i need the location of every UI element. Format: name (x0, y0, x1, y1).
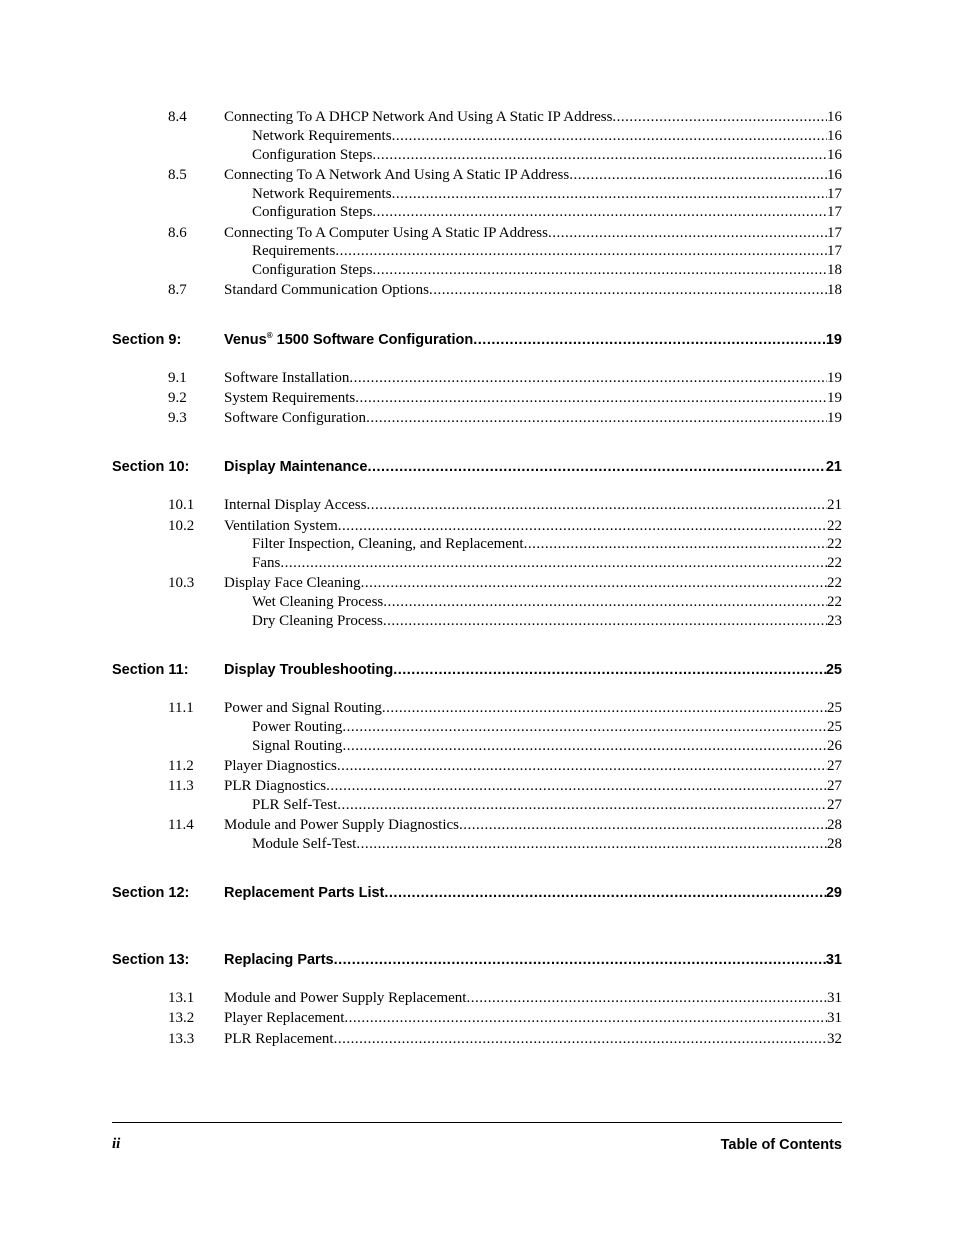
entry-title[interactable]: Fans (252, 555, 281, 571)
dot-leader (342, 717, 827, 737)
entry-title[interactable]: Software Installation (224, 370, 350, 386)
dot-leader (393, 660, 826, 680)
toc-entry[interactable] (0, 495, 954, 515)
toc-subentry[interactable] (0, 795, 954, 815)
entry-number: 13.3 (168, 1031, 195, 1047)
dot-leader (366, 495, 827, 515)
entry-title[interactable]: PLR Replacement (224, 1031, 334, 1047)
dot-leader (383, 592, 827, 612)
entry-title[interactable]: Wet Cleaning Process (252, 594, 384, 610)
entry-page: 25 (827, 700, 842, 716)
toc-entry[interactable] (0, 107, 954, 127)
entry-number: 10.2 (168, 518, 195, 534)
toc-subentry[interactable] (0, 553, 954, 573)
entry-page: 26 (827, 738, 842, 754)
section-title[interactable]: Replacing Parts (224, 952, 334, 968)
dot-leader (334, 1029, 827, 1049)
entry-title[interactable]: Dry Cleaning Process (252, 613, 383, 629)
dot-leader (384, 883, 825, 903)
section-page: 21 (825, 459, 842, 475)
entry-page: 22 (827, 594, 842, 610)
entry-title[interactable]: Network Requirements (252, 128, 392, 144)
entry-title[interactable]: Module and Power Supply Diagnostics (224, 817, 459, 833)
toc-subentry[interactable] (0, 202, 954, 222)
toc-entry[interactable] (0, 388, 954, 408)
entry-number: 10.3 (168, 575, 195, 591)
dot-leader (392, 184, 827, 204)
dot-leader (372, 145, 827, 165)
entry-title[interactable]: PLR Self-Test (252, 797, 338, 813)
entry-title[interactable]: Display Face Cleaning (224, 575, 361, 591)
dot-leader (392, 126, 827, 146)
toc-entry[interactable] (0, 223, 954, 243)
toc-section[interactable] (0, 950, 954, 970)
entry-page: 21 (827, 497, 842, 513)
registered-mark: ® (266, 331, 273, 341)
footer-page-number: ii (112, 1136, 121, 1152)
entry-title[interactable]: Signal Routing (252, 738, 343, 754)
toc-section[interactable] (0, 330, 954, 350)
toc-subentry[interactable] (0, 834, 954, 854)
entry-page: 16 (827, 128, 842, 144)
entry-title[interactable]: Configuration Steps (252, 204, 373, 220)
dot-leader (361, 573, 827, 593)
entry-page: 28 (827, 817, 842, 833)
entry-number: 11.4 (168, 817, 194, 833)
toc-subentry[interactable] (0, 145, 954, 165)
entry-number: 8.5 (168, 167, 187, 183)
entry-title[interactable]: Filter Inspection, Cleaning, and Replacement (252, 536, 524, 552)
entry-title[interactable]: Configuration Steps (252, 147, 373, 163)
toc-entry[interactable] (0, 815, 954, 835)
section-label: Section 11: (112, 662, 189, 678)
section-title[interactable]: Display Maintenance (224, 459, 368, 475)
entry-page: 17 (827, 225, 842, 241)
entry-title[interactable]: Network Requirements (252, 186, 392, 202)
entry-title[interactable]: Power Routing (252, 719, 343, 735)
section-label: Section 12: (112, 885, 190, 901)
entry-page: 28 (827, 836, 842, 852)
section-page: 29 (825, 885, 842, 901)
dot-leader (334, 950, 826, 970)
toc-entry[interactable] (0, 698, 954, 718)
entry-title[interactable]: Connecting To A Network And Using A Static IP Address (224, 167, 570, 183)
entry-page: 16 (827, 167, 842, 183)
footer-divider (112, 1122, 842, 1123)
entry-title[interactable]: PLR Diagnostics (224, 778, 327, 794)
toc-entry[interactable] (0, 165, 954, 185)
entry-page: 16 (827, 147, 842, 163)
dot-leader (612, 107, 827, 127)
toc-section[interactable] (0, 457, 954, 477)
entry-title[interactable]: Player Replacement (224, 1010, 345, 1026)
section-title-brand: Venus (224, 332, 267, 348)
entry-page: 22 (827, 518, 842, 534)
dot-leader (367, 457, 825, 477)
dot-leader (326, 776, 827, 796)
toc-entry[interactable] (0, 1008, 954, 1028)
entry-page: 25 (827, 719, 842, 735)
entry-page: 27 (827, 758, 842, 774)
entry-number: 11.1 (168, 700, 194, 716)
section-title[interactable]: Display Troubleshooting (224, 662, 394, 678)
toc-subentry[interactable] (0, 717, 954, 737)
section-page: 31 (825, 952, 842, 968)
entry-page: 22 (827, 536, 842, 552)
dot-leader (383, 611, 827, 631)
dot-leader (280, 553, 827, 573)
entry-number: 10.1 (168, 497, 195, 513)
entry-number: 13.2 (168, 1010, 195, 1026)
dot-leader (524, 534, 827, 554)
section-title[interactable]: Replacement Parts List (224, 885, 385, 901)
dot-leader (372, 260, 827, 280)
dot-leader (355, 388, 827, 408)
toc-section[interactable] (0, 883, 954, 903)
entry-page: 17 (827, 186, 842, 202)
toc-entry[interactable] (0, 516, 954, 536)
entry-page: 19 (827, 370, 842, 386)
entry-number: 11.2 (168, 758, 194, 774)
entry-title[interactable]: System Requirements (224, 390, 356, 406)
toc-entry[interactable] (0, 776, 954, 796)
toc-subentry[interactable] (0, 592, 954, 612)
toc-entry[interactable] (0, 988, 954, 1008)
dot-leader (356, 834, 827, 854)
entry-page: 22 (827, 575, 842, 591)
dot-leader (366, 408, 827, 428)
entry-page: 27 (827, 797, 842, 813)
toc-entry[interactable] (0, 280, 954, 300)
entry-number: 11.3 (168, 778, 194, 794)
entry-title[interactable]: Connecting To A Computer Using A Static IP Address (224, 225, 548, 241)
entry-number: 8.7 (168, 282, 187, 298)
section-label: Section 13: (112, 952, 190, 968)
toc-subentry[interactable] (0, 184, 954, 204)
entry-title[interactable]: Module Self-Test (252, 836, 357, 852)
dot-leader (335, 241, 827, 261)
entry-page: 19 (827, 410, 842, 426)
dot-leader (459, 815, 827, 835)
entry-number: 9.2 (168, 390, 187, 406)
dot-leader (473, 330, 826, 350)
entry-number: 13.1 (168, 990, 195, 1006)
entry-number: 8.6 (168, 225, 187, 241)
entry-title[interactable]: Configuration Steps (252, 262, 373, 278)
toc-entry[interactable] (0, 1029, 954, 1049)
entry-page: 23 (827, 613, 842, 629)
toc-entry[interactable] (0, 408, 954, 428)
footer-title: Table of Contents (720, 1137, 842, 1153)
dot-leader (349, 368, 827, 388)
entry-page: 18 (827, 282, 842, 298)
entry-number: 9.3 (168, 410, 187, 426)
section-page: 25 (825, 662, 842, 678)
entry-title[interactable]: Module and Power Supply Replacement (224, 990, 467, 1006)
entry-title[interactable]: Standard Communication Options (224, 282, 429, 298)
dot-leader (344, 1008, 827, 1028)
entry-title[interactable]: Connecting To A DHCP Network And Using A Static IP Address (224, 109, 613, 125)
toc-subentry[interactable] (0, 260, 954, 280)
section-label: Section 9: (112, 332, 182, 348)
entry-title[interactable]: Software Configuration (224, 410, 367, 426)
entry-page: 17 (827, 243, 842, 259)
entry-number: 8.4 (168, 109, 187, 125)
toc-subentry[interactable] (0, 126, 954, 146)
entry-title[interactable]: Ventilation System (224, 518, 338, 534)
dot-leader (466, 988, 827, 1008)
dot-leader (429, 280, 827, 300)
dot-leader (342, 736, 827, 756)
entry-page: 17 (827, 204, 842, 220)
section-title-rest: 1500 Software Configuration (272, 332, 474, 348)
toc-subentry[interactable] (0, 241, 954, 261)
section-label: Section 10: (112, 459, 190, 475)
entry-page: 31 (827, 990, 842, 1006)
dot-leader (569, 165, 827, 185)
entry-page: 19 (827, 390, 842, 406)
entry-page: 18 (827, 262, 842, 278)
dot-leader (338, 516, 827, 536)
entry-title[interactable]: Power and Signal Routing (224, 700, 382, 716)
entry-title[interactable]: Player Diagnostics (224, 758, 337, 774)
section-title[interactable] (224, 330, 473, 350)
toc-subentry[interactable] (0, 611, 954, 631)
section-page: 19 (825, 332, 842, 348)
dot-leader (337, 795, 827, 815)
toc-section[interactable] (0, 660, 954, 680)
entry-title[interactable]: Internal Display Access (224, 497, 367, 513)
entry-page: 16 (827, 109, 842, 125)
toc-entry[interactable] (0, 573, 954, 593)
toc-subentry[interactable] (0, 534, 954, 554)
toc-subentry[interactable] (0, 736, 954, 756)
toc-entry[interactable] (0, 756, 954, 776)
entry-page: 31 (827, 1010, 842, 1026)
dot-leader (382, 698, 827, 718)
entry-page: 32 (827, 1031, 842, 1047)
entry-page: 27 (827, 778, 842, 794)
dot-leader (372, 202, 827, 222)
entry-page: 22 (827, 555, 842, 571)
entry-title[interactable]: Requirements (252, 243, 336, 259)
toc-entry[interactable] (0, 368, 954, 388)
dot-leader (548, 223, 827, 243)
entry-number: 9.1 (168, 370, 187, 386)
dot-leader (337, 756, 827, 776)
